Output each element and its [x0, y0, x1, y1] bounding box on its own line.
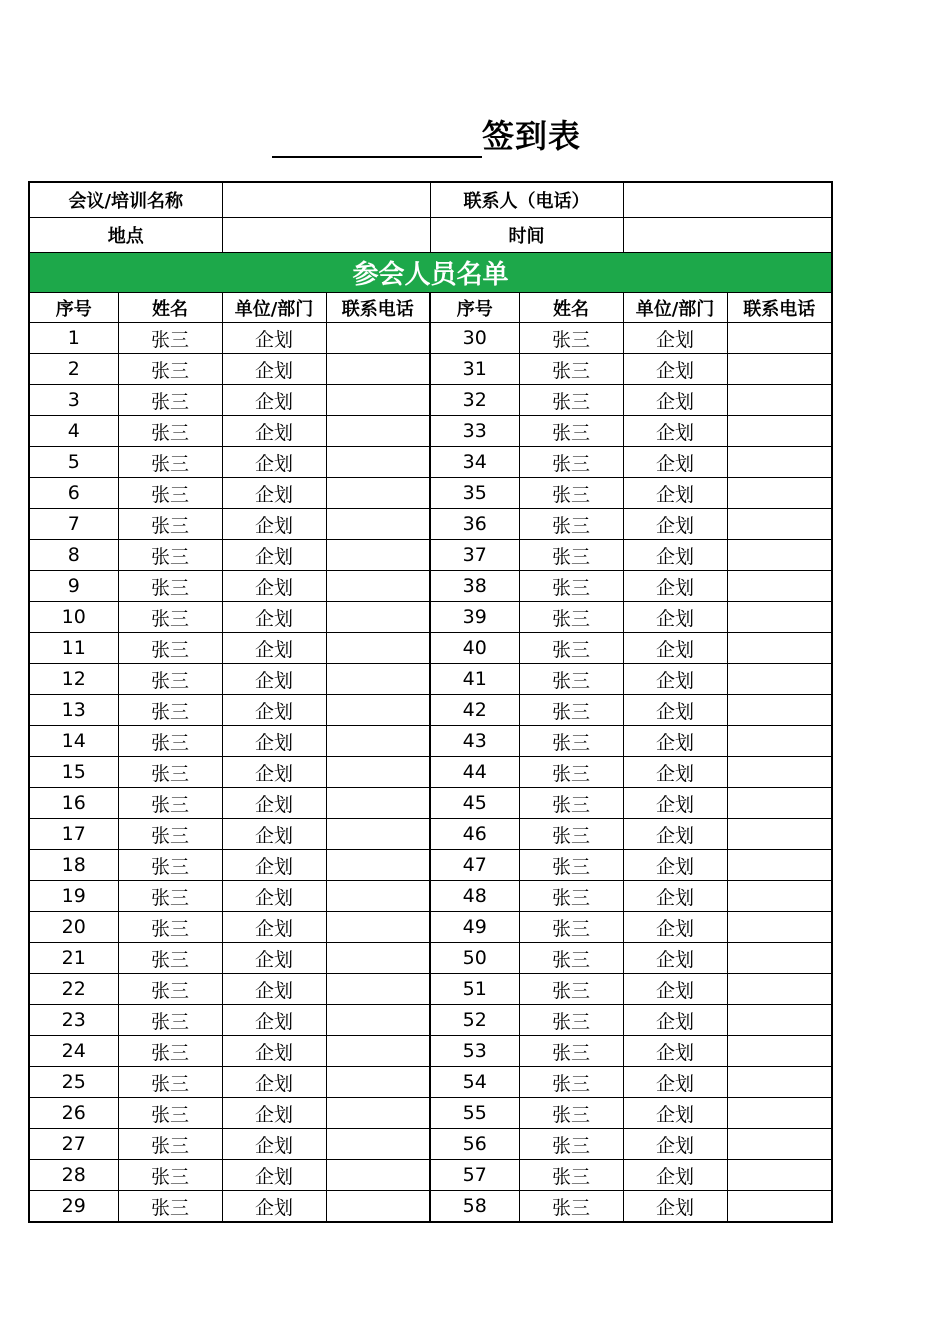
row-dept-left: 企划 — [222, 912, 326, 943]
row-dept-right: 企划 — [623, 819, 727, 850]
row-name-left: 张三 — [118, 509, 222, 540]
row-phone-left[interactable] — [326, 819, 430, 850]
row-dept-right: 企划 — [623, 788, 727, 819]
row-no-left: 5 — [29, 447, 118, 478]
row-name-left: 张三 — [118, 881, 222, 912]
row-no-left: 7 — [29, 509, 118, 540]
row-no-right: 52 — [430, 1005, 519, 1036]
row-phone-right[interactable] — [727, 1160, 832, 1191]
row-dept-left: 企划 — [222, 974, 326, 1005]
row-dept-left: 企划 — [222, 633, 326, 664]
row-no-right: 46 — [430, 819, 519, 850]
row-dept-left: 企划 — [222, 416, 326, 447]
row-name-left: 张三 — [118, 416, 222, 447]
row-dept-left: 企划 — [222, 850, 326, 881]
meeting-field[interactable] — [222, 182, 430, 218]
row-no-left: 6 — [29, 478, 118, 509]
row-name-left: 张三 — [118, 323, 222, 354]
row-phone-right[interactable] — [727, 1005, 832, 1036]
table-row — [29, 819, 832, 850]
row-dept-left: 企划 — [222, 385, 326, 416]
row-no-left: 29 — [29, 1191, 118, 1223]
table-row — [29, 695, 832, 726]
row-dept-left: 企划 — [222, 664, 326, 695]
row-dept-left: 企划 — [222, 1036, 326, 1067]
row-name-left: 张三 — [118, 1067, 222, 1098]
row-name-right: 张三 — [519, 447, 623, 478]
row-dept-right: 企划 — [623, 447, 727, 478]
meeting-label: 会议/培训名称 — [29, 182, 222, 218]
row-no-right: 50 — [430, 943, 519, 974]
row-name-left: 张三 — [118, 633, 222, 664]
row-dept-left: 企划 — [222, 881, 326, 912]
row-name-right: 张三 — [519, 509, 623, 540]
row-dept-left: 企划 — [222, 1191, 326, 1223]
row-dept-right: 企划 — [623, 385, 727, 416]
row-name-left: 张三 — [118, 726, 222, 757]
table-row — [29, 323, 832, 354]
row-dept-right: 企划 — [623, 881, 727, 912]
row-phone-left[interactable] — [326, 354, 430, 385]
row-dept-right: 企划 — [623, 478, 727, 509]
row-name-right: 张三 — [519, 850, 623, 881]
row-phone-left[interactable] — [326, 757, 430, 788]
row-dept-right: 企划 — [623, 1129, 727, 1160]
row-phone-left[interactable] — [326, 385, 430, 416]
row-dept-right: 企划 — [623, 912, 727, 943]
header-name-right: 姓名 — [519, 293, 623, 323]
row-name-right: 张三 — [519, 881, 623, 912]
table-row — [29, 726, 832, 757]
row-dept-left: 企划 — [222, 354, 326, 385]
row-no-right: 34 — [430, 447, 519, 478]
row-name-left: 张三 — [118, 912, 222, 943]
table-row — [29, 1005, 832, 1036]
title-text: 签到表 — [482, 117, 582, 155]
row-dept-right: 企划 — [623, 726, 727, 757]
row-name-right: 张三 — [519, 757, 623, 788]
row-name-left: 张三 — [118, 788, 222, 819]
row-phone-right[interactable] — [727, 726, 832, 757]
location-field[interactable] — [222, 218, 430, 253]
row-dept-right: 企划 — [623, 1036, 727, 1067]
row-dept-left: 企划 — [222, 757, 326, 788]
row-no-right: 35 — [430, 478, 519, 509]
row-no-left: 21 — [29, 943, 118, 974]
table-row — [29, 974, 832, 1005]
row-dept-right: 企划 — [623, 850, 727, 881]
row-name-left: 张三 — [118, 1036, 222, 1067]
table-row — [29, 1129, 832, 1160]
row-phone-left[interactable] — [326, 323, 430, 354]
row-name-left: 张三 — [118, 1098, 222, 1129]
row-no-left: 16 — [29, 788, 118, 819]
row-dept-left: 企划 — [222, 1098, 326, 1129]
row-dept-left: 企划 — [222, 323, 326, 354]
row-name-right: 张三 — [519, 1160, 623, 1191]
row-name-left: 张三 — [118, 1160, 222, 1191]
table-row — [29, 478, 832, 509]
row-phone-right[interactable] — [727, 385, 832, 416]
sign-in-table — [28, 181, 833, 1223]
header-no-left: 序号 — [29, 293, 118, 323]
row-phone-left[interactable] — [326, 447, 430, 478]
row-phone-left[interactable] — [326, 571, 430, 602]
row-name-left: 张三 — [118, 757, 222, 788]
row-name-left: 张三 — [118, 385, 222, 416]
row-no-left: 27 — [29, 1129, 118, 1160]
row-dept-left: 企划 — [222, 447, 326, 478]
table-row — [29, 540, 832, 571]
row-phone-left[interactable] — [326, 1036, 430, 1067]
table-row — [29, 633, 832, 664]
row-phone-left[interactable] — [326, 509, 430, 540]
row-dept-right: 企划 — [623, 354, 727, 385]
row-name-right: 张三 — [519, 478, 623, 509]
row-name-right: 张三 — [519, 1005, 623, 1036]
row-phone-left[interactable] — [326, 726, 430, 757]
table-row — [29, 881, 832, 912]
row-no-left: 25 — [29, 1067, 118, 1098]
row-dept-left: 企划 — [222, 943, 326, 974]
row-name-right: 张三 — [519, 540, 623, 571]
row-no-left: 2 — [29, 354, 118, 385]
table-row — [29, 943, 832, 974]
table-row — [29, 1067, 832, 1098]
row-no-right: 51 — [430, 974, 519, 1005]
row-name-left: 张三 — [118, 974, 222, 1005]
row-no-right: 32 — [430, 385, 519, 416]
row-no-left: 13 — [29, 695, 118, 726]
row-no-right: 49 — [430, 912, 519, 943]
row-phone-left[interactable] — [326, 1067, 430, 1098]
page-title — [272, 112, 581, 158]
title-blank-line[interactable] — [272, 112, 482, 158]
row-phone-left[interactable] — [326, 1098, 430, 1129]
row-name-right: 张三 — [519, 571, 623, 602]
row-phone-right[interactable] — [727, 788, 832, 819]
row-dept-right: 企划 — [623, 1160, 727, 1191]
row-no-left: 9 — [29, 571, 118, 602]
row-phone-right[interactable] — [727, 850, 832, 881]
row-dept-right: 企划 — [623, 602, 727, 633]
row-name-right: 张三 — [519, 416, 623, 447]
row-no-left: 23 — [29, 1005, 118, 1036]
row-no-right: 38 — [430, 571, 519, 602]
header-dept-right: 单位/部门 — [623, 293, 727, 323]
row-name-right: 张三 — [519, 695, 623, 726]
row-phone-left[interactable] — [326, 602, 430, 633]
row-dept-left: 企划 — [222, 726, 326, 757]
row-no-right: 39 — [430, 602, 519, 633]
row-name-right: 张三 — [519, 354, 623, 385]
row-dept-right: 企划 — [623, 1098, 727, 1129]
table-row — [29, 664, 832, 695]
row-phone-right[interactable] — [727, 1129, 832, 1160]
row-dept-left: 企划 — [222, 819, 326, 850]
row-name-right: 张三 — [519, 323, 623, 354]
row-dept-right: 企划 — [623, 416, 727, 447]
row-name-right: 张三 — [519, 1191, 623, 1223]
time-field[interactable] — [623, 218, 832, 253]
header-phone-left: 联系电话 — [326, 293, 430, 323]
row-dept-left: 企划 — [222, 1005, 326, 1036]
contact-field[interactable] — [623, 182, 832, 218]
row-phone-left[interactable] — [326, 633, 430, 664]
row-name-right: 张三 — [519, 1098, 623, 1129]
row-dept-left: 企划 — [222, 478, 326, 509]
attendee-banner-row — [29, 253, 832, 293]
row-phone-left[interactable] — [326, 912, 430, 943]
row-phone-left[interactable] — [326, 664, 430, 695]
row-no-right: 58 — [430, 1191, 519, 1223]
row-phone-right[interactable] — [727, 447, 832, 478]
row-dept-right: 企划 — [623, 1067, 727, 1098]
row-dept-left: 企划 — [222, 788, 326, 819]
table-row — [29, 1036, 832, 1067]
row-name-right: 张三 — [519, 974, 623, 1005]
row-phone-left[interactable] — [326, 943, 430, 974]
row-no-left: 10 — [29, 602, 118, 633]
row-name-left: 张三 — [118, 571, 222, 602]
row-phone-right[interactable] — [727, 540, 832, 571]
row-phone-left[interactable] — [326, 1160, 430, 1191]
table-row — [29, 912, 832, 943]
row-phone-left[interactable] — [326, 416, 430, 447]
row-name-right: 张三 — [519, 1036, 623, 1067]
row-dept-right: 企划 — [623, 509, 727, 540]
time-label: 时间 — [430, 218, 623, 253]
row-no-left: 22 — [29, 974, 118, 1005]
row-phone-left[interactable] — [326, 1005, 430, 1036]
row-no-left: 1 — [29, 323, 118, 354]
row-dept-left: 企划 — [222, 540, 326, 571]
row-phone-left[interactable] — [326, 1191, 430, 1223]
row-phone-right[interactable] — [727, 695, 832, 726]
row-no-right: 45 — [430, 788, 519, 819]
row-phone-right[interactable] — [727, 1036, 832, 1067]
row-dept-right: 企划 — [623, 943, 727, 974]
row-no-right: 44 — [430, 757, 519, 788]
row-no-right: 48 — [430, 881, 519, 912]
row-phone-right[interactable] — [727, 416, 832, 447]
row-phone-right[interactable] — [727, 509, 832, 540]
row-phone-right[interactable] — [727, 602, 832, 633]
row-no-right: 56 — [430, 1129, 519, 1160]
header-no-right: 序号 — [430, 293, 519, 323]
row-phone-left[interactable] — [326, 881, 430, 912]
row-no-left: 11 — [29, 633, 118, 664]
row-phone-right[interactable] — [727, 664, 832, 695]
row-no-right: 42 — [430, 695, 519, 726]
row-phone-right[interactable] — [727, 478, 832, 509]
row-name-left: 张三 — [118, 819, 222, 850]
row-no-left: 24 — [29, 1036, 118, 1067]
row-no-right: 54 — [430, 1067, 519, 1098]
row-name-right: 张三 — [519, 633, 623, 664]
row-no-left: 18 — [29, 850, 118, 881]
row-phone-left[interactable] — [326, 540, 430, 571]
row-dept-left: 企划 — [222, 509, 326, 540]
row-phone-left[interactable] — [326, 850, 430, 881]
row-no-left: 8 — [29, 540, 118, 571]
row-no-right: 57 — [430, 1160, 519, 1191]
row-name-right: 张三 — [519, 602, 623, 633]
row-no-right: 31 — [430, 354, 519, 385]
row-name-left: 张三 — [118, 540, 222, 571]
row-dept-left: 企划 — [222, 1129, 326, 1160]
table-row — [29, 602, 832, 633]
row-dept-left: 企划 — [222, 1160, 326, 1191]
row-dept-right: 企划 — [623, 1191, 727, 1223]
header-phone-right: 联系电话 — [727, 293, 832, 323]
row-no-left: 12 — [29, 664, 118, 695]
header-name-left: 姓名 — [118, 293, 222, 323]
row-name-left: 张三 — [118, 478, 222, 509]
row-dept-left: 企划 — [222, 571, 326, 602]
row-phone-right[interactable] — [727, 1191, 832, 1223]
row-phone-left[interactable] — [326, 695, 430, 726]
row-no-left: 20 — [29, 912, 118, 943]
attendee-list-banner: 参会人员名单 — [29, 253, 832, 293]
row-no-right: 47 — [430, 850, 519, 881]
row-name-right: 张三 — [519, 1067, 623, 1098]
row-dept-right: 企划 — [623, 540, 727, 571]
info-row-meeting — [29, 182, 832, 218]
table-row — [29, 385, 832, 416]
row-phone-right[interactable] — [727, 819, 832, 850]
row-dept-right: 企划 — [623, 664, 727, 695]
row-no-right: 36 — [430, 509, 519, 540]
row-dept-left: 企划 — [222, 695, 326, 726]
row-phone-right[interactable] — [727, 912, 832, 943]
row-no-right: 30 — [430, 323, 519, 354]
row-no-right: 40 — [430, 633, 519, 664]
row-phone-right[interactable] — [727, 323, 832, 354]
table-row — [29, 416, 832, 447]
table-row — [29, 850, 832, 881]
row-no-left: 15 — [29, 757, 118, 788]
row-no-right: 55 — [430, 1098, 519, 1129]
row-phone-right[interactable] — [727, 881, 832, 912]
row-phone-left[interactable] — [326, 974, 430, 1005]
row-name-left: 张三 — [118, 1005, 222, 1036]
row-no-left: 19 — [29, 881, 118, 912]
table-row — [29, 1191, 832, 1223]
row-no-left: 3 — [29, 385, 118, 416]
row-name-left: 张三 — [118, 695, 222, 726]
row-phone-right[interactable] — [727, 943, 832, 974]
row-name-right: 张三 — [519, 726, 623, 757]
row-phone-right[interactable] — [727, 633, 832, 664]
row-name-right: 张三 — [519, 664, 623, 695]
row-phone-right[interactable] — [727, 974, 832, 1005]
row-no-right: 33 — [430, 416, 519, 447]
row-name-right: 张三 — [519, 1129, 623, 1160]
row-phone-right[interactable] — [727, 1067, 832, 1098]
row-no-left: 28 — [29, 1160, 118, 1191]
row-name-left: 张三 — [118, 850, 222, 881]
row-name-right: 张三 — [519, 385, 623, 416]
row-name-left: 张三 — [118, 447, 222, 478]
table-row — [29, 571, 832, 602]
row-name-left: 张三 — [118, 943, 222, 974]
row-dept-left: 企划 — [222, 602, 326, 633]
row-name-left: 张三 — [118, 354, 222, 385]
row-dept-left: 企划 — [222, 1067, 326, 1098]
row-phone-left[interactable] — [326, 788, 430, 819]
table-row — [29, 447, 832, 478]
row-dept-right: 企划 — [623, 1005, 727, 1036]
table-row — [29, 1098, 832, 1129]
contact-label: 联系人（电话） — [430, 182, 623, 218]
row-no-right: 37 — [430, 540, 519, 571]
table-row — [29, 509, 832, 540]
row-phone-right[interactable] — [727, 571, 832, 602]
row-phone-left[interactable] — [326, 1129, 430, 1160]
row-name-left: 张三 — [118, 1129, 222, 1160]
row-name-right: 张三 — [519, 788, 623, 819]
row-name-right: 张三 — [519, 819, 623, 850]
header-dept-left: 单位/部门 — [222, 293, 326, 323]
row-no-right: 41 — [430, 664, 519, 695]
table-row — [29, 354, 832, 385]
row-no-right: 53 — [430, 1036, 519, 1067]
table-row — [29, 788, 832, 819]
row-phone-right[interactable] — [727, 757, 832, 788]
table-row — [29, 757, 832, 788]
row-no-left: 4 — [29, 416, 118, 447]
row-dept-right: 企划 — [623, 695, 727, 726]
row-no-left: 17 — [29, 819, 118, 850]
row-name-right: 张三 — [519, 912, 623, 943]
row-dept-right: 企划 — [623, 633, 727, 664]
row-name-right: 张三 — [519, 943, 623, 974]
row-name-left: 张三 — [118, 664, 222, 695]
row-name-left: 张三 — [118, 1191, 222, 1223]
row-name-left: 张三 — [118, 602, 222, 633]
location-label: 地点 — [29, 218, 222, 253]
table-row — [29, 1160, 832, 1191]
row-no-left: 14 — [29, 726, 118, 757]
row-dept-right: 企划 — [623, 571, 727, 602]
row-phone-left[interactable] — [326, 478, 430, 509]
row-phone-right[interactable] — [727, 354, 832, 385]
row-no-right: 43 — [430, 726, 519, 757]
row-dept-right: 企划 — [623, 757, 727, 788]
info-row-location — [29, 218, 832, 253]
row-dept-right: 企划 — [623, 323, 727, 354]
row-dept-right: 企划 — [623, 974, 727, 1005]
row-phone-right[interactable] — [727, 1098, 832, 1129]
row-no-left: 26 — [29, 1098, 118, 1129]
column-header-row — [29, 293, 832, 323]
